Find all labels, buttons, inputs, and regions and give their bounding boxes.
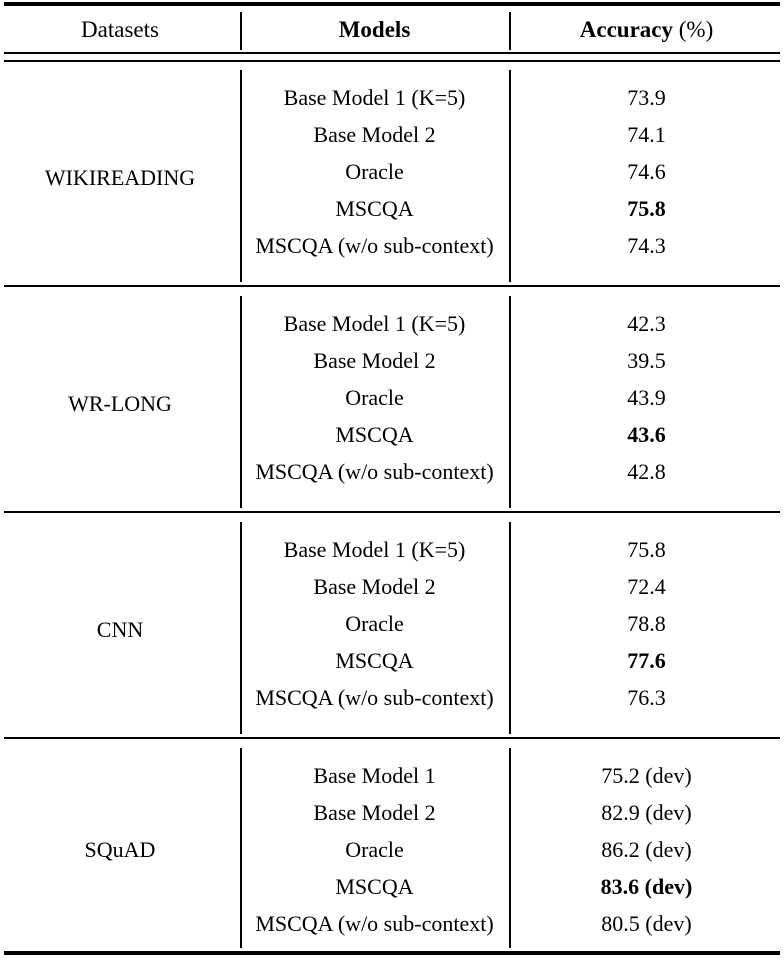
dataset-label-cell bbox=[0, 70, 240, 285]
model-name: MSCQA (w/o sub-context) bbox=[255, 459, 494, 484]
model-name: Base Model 2 bbox=[313, 574, 436, 599]
column-header-models: Models bbox=[338, 17, 411, 42]
accuracy-value: 75.8 bbox=[627, 537, 666, 562]
model-name: Base Model 2 bbox=[313, 122, 436, 147]
accuracy-value: 42.8 bbox=[627, 459, 666, 484]
accuracy-column-block-3 bbox=[509, 522, 784, 737]
column-header-models-cell bbox=[240, 17, 509, 43]
accuracy-value: 74.3 bbox=[627, 233, 666, 258]
dataset-label-cell bbox=[0, 296, 240, 511]
models-column-block-2 bbox=[240, 296, 509, 511]
block-separator-rule-1 bbox=[4, 285, 780, 287]
model-name: MSCQA (w/o sub-context) bbox=[255, 233, 494, 258]
accuracy-column-block-1 bbox=[509, 70, 784, 285]
table-bottom-rule bbox=[4, 951, 780, 955]
model-name: Base Model 1 (K=5) bbox=[283, 311, 466, 336]
header-rule-lower bbox=[4, 60, 780, 62]
dataset-label-cell bbox=[0, 522, 240, 737]
model-name: MSCQA bbox=[335, 874, 414, 899]
model-name: MSCQA bbox=[335, 648, 414, 673]
accuracy-value: 76.3 bbox=[627, 685, 666, 710]
accuracy-column-block-4 bbox=[509, 748, 784, 951]
dataset-block-squad bbox=[0, 748, 784, 951]
block-separator-rule-2 bbox=[4, 511, 780, 513]
dataset-name: WR-LONG bbox=[68, 390, 172, 416]
accuracy-value: 82.9 (dev) bbox=[601, 800, 692, 825]
accuracy-value: 80.5 (dev) bbox=[601, 911, 692, 936]
column-header-accuracy: Accuracy bbox=[579, 17, 673, 42]
model-name: MSCQA bbox=[335, 422, 414, 447]
models-column-block-1 bbox=[240, 70, 509, 285]
block-separator-rule-3 bbox=[4, 737, 780, 739]
table-top-rule bbox=[4, 2, 780, 6]
column-header-accuracy-cell bbox=[509, 17, 784, 43]
model-name: MSCQA (w/o sub-context) bbox=[255, 911, 494, 936]
model-name: Oracle bbox=[345, 611, 404, 636]
accuracy-value: 43.9 bbox=[627, 385, 666, 410]
model-name: MSCQA (w/o sub-context) bbox=[255, 685, 494, 710]
accuracy-value-highlighted: 77.6 bbox=[627, 648, 666, 673]
models-column-block-3 bbox=[240, 522, 509, 737]
column-header-datasets-cell bbox=[0, 17, 240, 43]
column-header-accuracy-unit: (%) bbox=[678, 17, 714, 42]
dataset-name: CNN bbox=[96, 616, 144, 642]
accuracy-value: 78.8 bbox=[627, 611, 666, 636]
accuracy-value-highlighted: 83.6 (dev) bbox=[600, 874, 693, 899]
accuracy-value-highlighted: 43.6 bbox=[627, 422, 666, 447]
model-name: Oracle bbox=[345, 385, 404, 410]
accuracy-value: 72.4 bbox=[627, 574, 666, 599]
model-name: Base Model 1 bbox=[313, 763, 436, 788]
model-name: Base Model 1 (K=5) bbox=[283, 537, 466, 562]
accuracy-value-highlighted: 75.8 bbox=[627, 196, 666, 221]
model-name: Base Model 2 bbox=[313, 800, 436, 825]
accuracy-value: 42.3 bbox=[627, 311, 666, 336]
model-name: Oracle bbox=[345, 837, 404, 862]
dataset-label-cell bbox=[0, 748, 240, 951]
column-header-datasets: Datasets bbox=[81, 17, 159, 42]
table-header-row bbox=[0, 8, 784, 52]
model-name: Base Model 2 bbox=[313, 348, 436, 373]
models-column-block-4 bbox=[240, 748, 509, 951]
accuracy-value: 86.2 (dev) bbox=[601, 837, 692, 862]
accuracy-value: 39.5 bbox=[627, 348, 666, 373]
dataset-block-wr-long bbox=[0, 296, 784, 511]
dataset-block-wikireading bbox=[0, 70, 784, 285]
model-name: Base Model 1 (K=5) bbox=[283, 85, 466, 110]
accuracy-value: 75.2 (dev) bbox=[601, 763, 692, 788]
accuracy-value: 73.9 bbox=[627, 85, 666, 110]
model-name: Oracle bbox=[345, 159, 404, 184]
model-name: MSCQA bbox=[335, 196, 414, 221]
header-rule-upper bbox=[4, 52, 780, 54]
dataset-name: WIKIREADING bbox=[44, 164, 196, 190]
dataset-block-cnn bbox=[0, 522, 784, 737]
accuracy-column-block-2 bbox=[509, 296, 784, 511]
accuracy-value: 74.6 bbox=[627, 159, 666, 184]
dataset-name: SQuAD bbox=[84, 836, 156, 862]
accuracy-value: 74.1 bbox=[627, 122, 666, 147]
